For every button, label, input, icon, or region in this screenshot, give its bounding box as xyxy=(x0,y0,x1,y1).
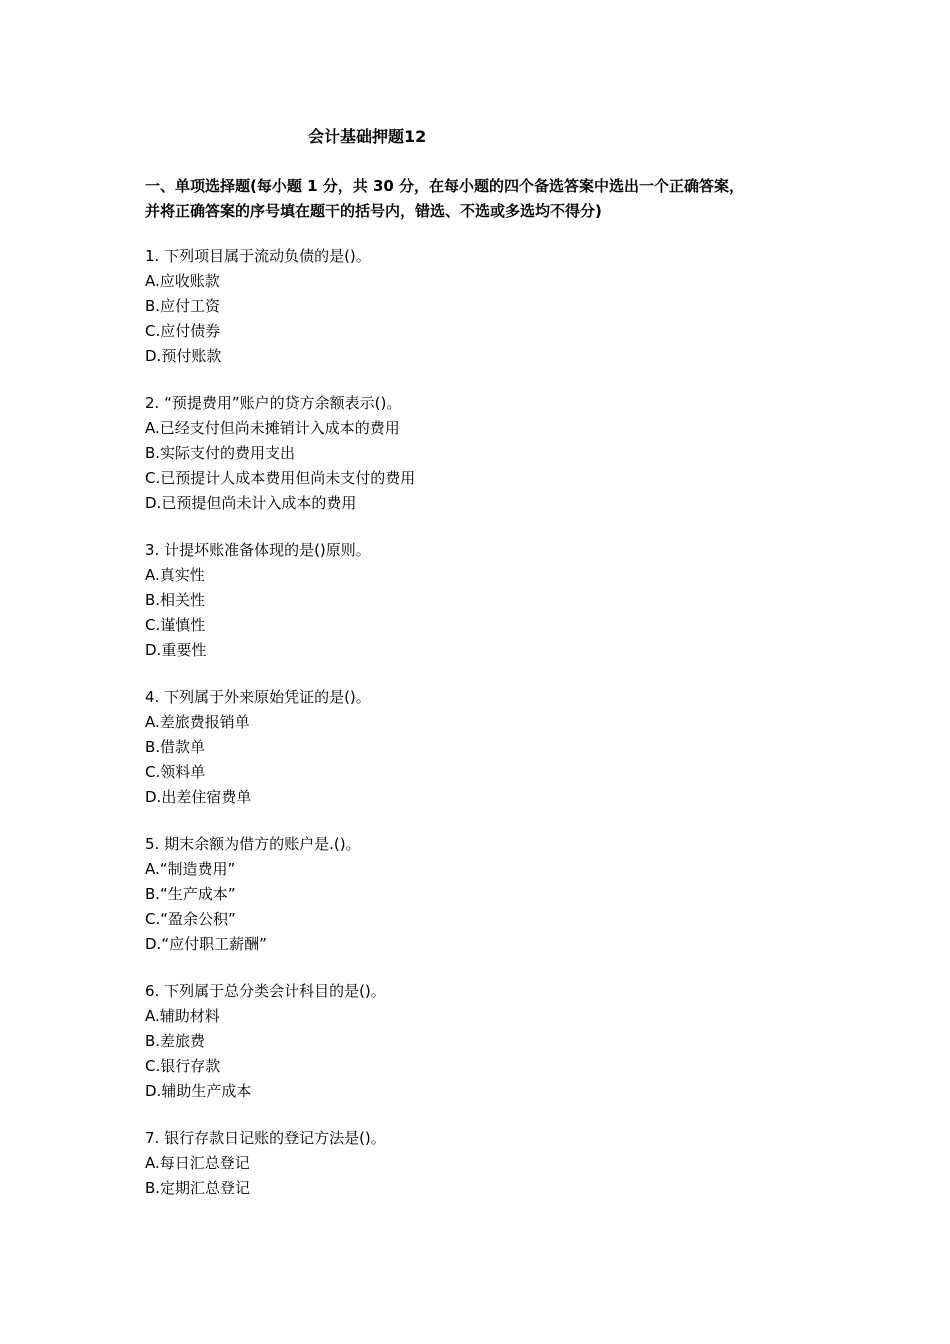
option-a: A.辅助材料 xyxy=(145,1007,220,1025)
section-heading-line-2: 并将正确答案的序号填在题干的括号内，错选、不选或多选均不得分) xyxy=(145,202,602,220)
option-b: B.借款单 xyxy=(145,738,206,756)
question-stem: 3. 计提坏账准备体现的是()原则。 xyxy=(145,541,371,559)
option-c: C.谨慎性 xyxy=(145,616,206,634)
option-b: B.实际支付的费用支出 xyxy=(145,444,296,462)
option-d: D.“应付职工薪酬” xyxy=(145,935,267,953)
option-b: B.“生产成本” xyxy=(145,885,236,903)
question-stem: 1. 下列项目属于流动负债的是()。 xyxy=(145,247,371,265)
option-d: D.出差住宿费单 xyxy=(145,788,252,806)
option-a: A.“制造费用” xyxy=(145,860,236,878)
question-7 xyxy=(145,1126,845,1201)
option-d: D.重要性 xyxy=(145,641,207,659)
option-b: B.应付工资 xyxy=(145,297,221,315)
question-stem: 6. 下列属于总分类会计科目的是()。 xyxy=(145,982,386,1000)
question-stem: 2. “预提费用”账户的贷方余额表示()。 xyxy=(145,394,402,412)
option-c: C.“盈余公积” xyxy=(145,910,236,928)
option-a: A.应收账款 xyxy=(145,272,220,290)
question-stem: 5. 期末余额为借方的账户是.()。 xyxy=(145,835,361,853)
option-b: B.差旅费 xyxy=(145,1032,206,1050)
option-c: C.领料单 xyxy=(145,763,206,781)
option-a: A.已经支付但尚未摊销计入成本的费用 xyxy=(145,419,400,437)
option-b: B.定期汇总登记 xyxy=(145,1179,251,1197)
section-heading xyxy=(145,174,825,224)
question-4 xyxy=(145,685,845,810)
option-a: A.真实性 xyxy=(145,566,205,584)
question-stem: 4. 下列属于外来原始凭证的是()。 xyxy=(145,688,371,706)
question-stem: 7. 银行存款日记账的登记方法是()。 xyxy=(145,1129,386,1147)
question-3 xyxy=(145,538,845,663)
question-1 xyxy=(145,244,845,369)
question-list xyxy=(145,244,845,1223)
option-c: C.银行存款 xyxy=(145,1057,221,1075)
question-5 xyxy=(145,832,845,957)
option-a: A.每日汇总登记 xyxy=(145,1154,250,1172)
option-b: B.相关性 xyxy=(145,591,206,609)
question-6 xyxy=(145,979,845,1104)
option-d: D.预付账款 xyxy=(145,347,222,365)
option-c: C.已预提计人成本费用但尚未支付的费用 xyxy=(145,469,416,487)
question-2 xyxy=(145,391,845,516)
section-heading-line-1: 一、单项选择题(每小题 1 分，共 30 分，在每小题的四个备选答案中选出一个正确答案， xyxy=(145,177,745,195)
option-d: D.辅助生产成本 xyxy=(145,1082,252,1100)
option-d: D.已预提但尚未计入成本的费用 xyxy=(145,494,357,512)
option-c: C.应付债券 xyxy=(145,322,221,340)
option-a: A.差旅费报销单 xyxy=(145,713,250,731)
document-title: 会计基础押题12 xyxy=(308,127,427,146)
